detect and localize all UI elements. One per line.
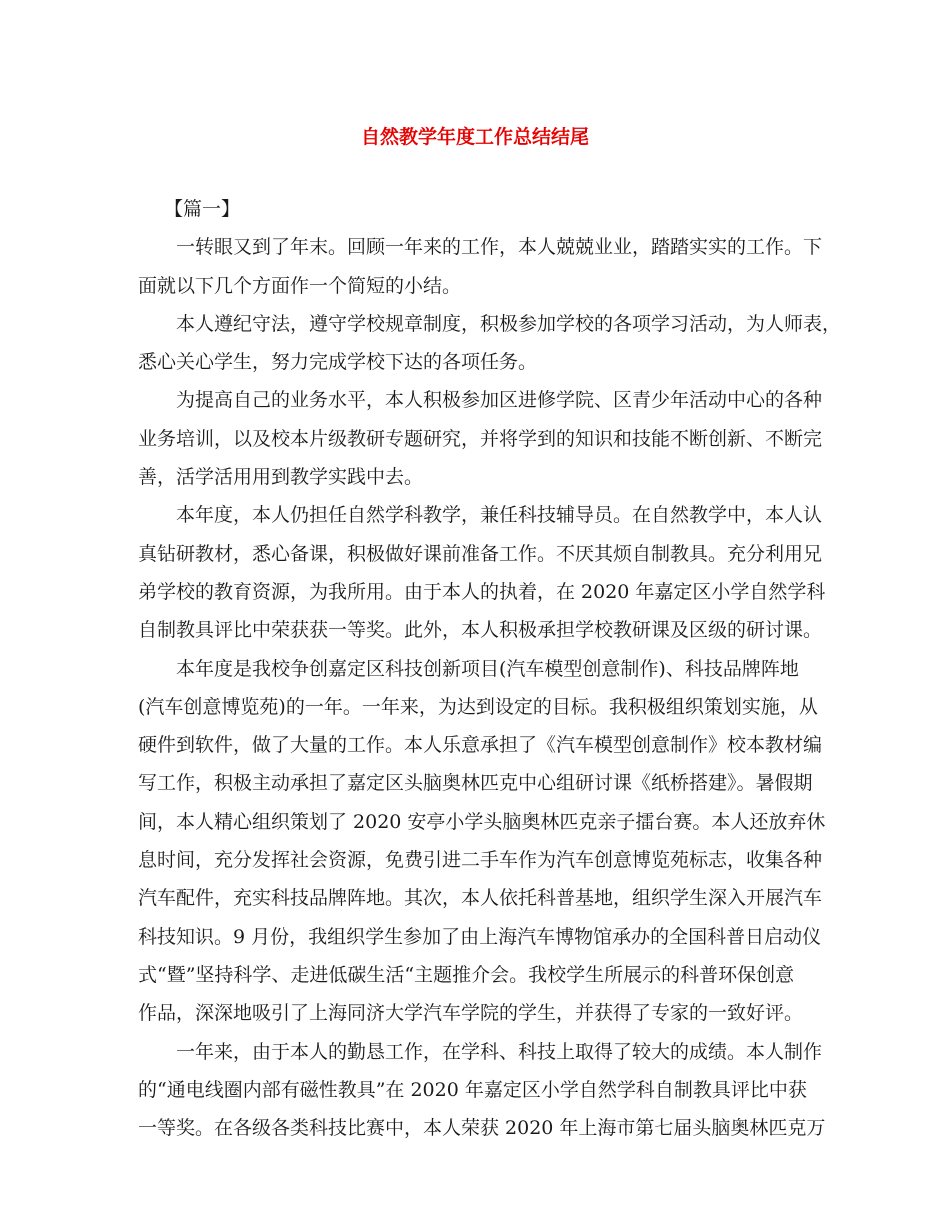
- document-body: [138, 190, 842, 1147]
- paragraph-line: 一等奖。在各级各类科技比赛中，本人荣获 2020 年上海市第七届头脑奥林匹克万: [138, 1117, 826, 1140]
- paragraph-line: 汽车配件，充实科技品牌阵地。其次，本人依托科普基地，组织学生深入开展汽车: [138, 887, 823, 910]
- paragraph-line: 科技知识。9 月份，我组织学生参加了由上海汽车博物馆承办的全国科普日启动仪: [138, 925, 822, 948]
- paragraph-line: 本年度是我校争创嘉定区科技创新项目(汽车模型创意制作)、科技品牌阵地: [176, 657, 799, 680]
- paragraph-line: 真钻研教材，悉心备课，积极做好课前准备工作。不厌其烦自制教具。充分利用兄: [138, 542, 823, 565]
- paragraph-line: 作品，深深地吸引了上海同济大学汽车学院的学生，并获得了专家的一致好评。: [138, 1002, 804, 1025]
- paragraph-line: 间，本人精心组织策划了 2020 安亭小学头脑奥林匹克亲子擂台赛。本人还放弃休: [138, 810, 826, 833]
- paragraph-line: 业务培训，以及校本片级教研专题研究，并将学到的知识和技能不断创新、不断完: [138, 427, 823, 450]
- paragraph-line: 本年度，本人仍担任自然学科教学，兼任科技辅导员。在自然教学中，本人认: [176, 504, 823, 527]
- paragraph-line: 硬件到软件，做了大量的工作。本人乐意承担了《汽车模型创意制作》校本教材编: [138, 734, 823, 757]
- paragraph-line: 为提高自己的业务水平，本人积极参加区进修学院、区青少年活动中心的各种: [176, 389, 823, 412]
- document-title: 自然教学年度工作总结结尾: [360, 126, 589, 148]
- paragraph-line: 善，活学活用用到教学实践中去。: [138, 466, 424, 489]
- paragraph-line: 本人遵纪守法，遵守学校规章制度，积极参加学校的各项学习活动，为人师表，: [176, 312, 842, 335]
- paragraph-line: 悉心关心学生，努力完成学校下达的各项任务。: [138, 351, 538, 374]
- paragraph-line: 自制教具评比中荣获获一等奖。此外，本人积极承担学校教研课及区级的研讨课。: [138, 619, 823, 642]
- paragraph-line: 息时间，充分发挥社会资源，免费引进二手车作为汽车创意博览苑标志，收集各种: [138, 849, 823, 872]
- paragraph-line: (汽车创意博览苑)的一年。一年来，为达到设定的目标。我积极组织策划实施，从: [138, 695, 818, 718]
- paragraph-line: 一年来，由于本人的勤恳工作，在学科、科技上取得了较大的成绩。本人制作: [176, 1040, 823, 1063]
- paragraph-line: 写工作，积极主动承担了嘉定区头脑奥林匹克中心组研讨课《纸桥搭建》。暑假期: [138, 772, 813, 795]
- paragraph-line: 一转眼又到了年末。回顾一年来的工作，本人兢兢业业，踏踏实实的工作。下: [176, 236, 823, 259]
- paragraph-line: 式“暨”坚持科学、走进低碳生活“主题推介会。我校学生所展示的科普环保创意: [138, 963, 795, 986]
- paragraph-line: 的“通电线圈内部有磁性教具”在 2020 年嘉定区小学自然学科自制教具评比中获: [138, 1078, 807, 1101]
- section-heading: 【篇一】: [164, 198, 241, 220]
- paragraph-line: 弟学校的教育资源，为我所用。由于本人的执着，在 2020 年嘉定区小学自然学科: [138, 580, 826, 603]
- paragraph-line: 面就以下几个方面作一个简短的小结。: [138, 274, 462, 297]
